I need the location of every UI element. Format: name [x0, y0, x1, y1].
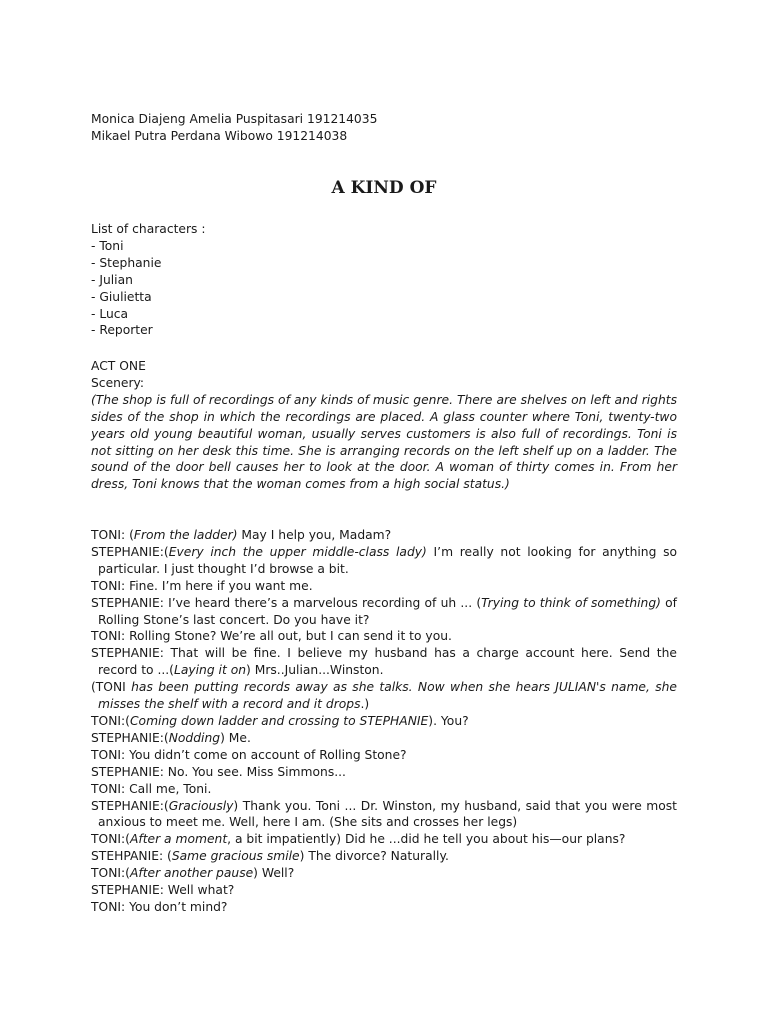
- dialogue-text: of Rolling Stone’s last concert. Do you have it?: [98, 595, 677, 627]
- character-item: - Giulietta: [91, 289, 152, 304]
- dialogue-speaker-text: (TONI: [91, 680, 132, 695]
- stage-direction: After a moment: [129, 832, 228, 847]
- stage-direction: Graciously: [168, 798, 234, 813]
- dialogue-text: ). You?: [428, 713, 469, 728]
- dialogue-line: [91, 713, 677, 730]
- stage-direction: After another pause: [129, 866, 254, 881]
- stage-direction: Every inch the upper middle-class lady): [168, 544, 427, 559]
- dialogue-speaker-text: STEPHANIE:(: [91, 544, 169, 559]
- dialogue-line: [91, 628, 677, 645]
- author-block: [91, 111, 377, 145]
- dialogue-line: [91, 899, 677, 916]
- dialogue-line: [91, 747, 677, 764]
- dialogue-speaker-text: STEPHANIE:(: [91, 730, 169, 745]
- dialogue-line: [91, 730, 677, 747]
- dialogue-text: ) The divorce? Naturally.: [299, 849, 449, 864]
- scenery-heading: Scenery:: [91, 375, 145, 390]
- dialogue-line: [91, 798, 677, 832]
- stage-direction: Same gracious smile: [171, 849, 300, 864]
- dialogue-text: , a bit impatiently) Did he ...did he tell you about his—our plans?: [227, 832, 626, 847]
- dialogue-line: [91, 882, 677, 899]
- character-list: [91, 221, 206, 339]
- play-title: A KIND OF: [331, 178, 437, 198]
- character-item: - Reporter: [91, 323, 153, 338]
- character-item: - Toni: [91, 238, 124, 253]
- stage-direction: Trying to think of something): [481, 595, 661, 610]
- dialogue-speaker-text: STEPHANIE:(: [91, 798, 169, 813]
- dialogue-line: [91, 645, 677, 679]
- character-item: - Luca: [91, 306, 129, 321]
- dialogue-speaker-text: TONI:(: [91, 713, 130, 728]
- dialogue-block: [91, 527, 677, 916]
- act-section: [91, 358, 677, 493]
- dialogue-text: I’m really not looking for anything so particular. I just thought I’d browse a bit.: [98, 544, 678, 576]
- dialogue-text: .): [360, 697, 370, 712]
- dialogue-line: [91, 764, 677, 781]
- dialogue-text: May I help you, Madam?: [237, 528, 392, 542]
- dialogue-line: [91, 679, 677, 713]
- dialogue-speaker-text: STEHPANIE: (: [91, 849, 172, 864]
- dialogue-text: ) Thank you. Toni ... Dr. Winston, my husband, said that you were most anxious to meet me. Well, here I am. (She sits and crosses her legs): [98, 798, 677, 830]
- character-list-heading: List of characters :: [91, 222, 206, 236]
- scenery-description: (The shop is full of recordings of any kinds of music genre. There are shelves on left and rights sides of the shop in which the recordings are placed. A glass counter where Toni, twenty-two years old young beautiful woman, usually serves customers is also full of recordings. Toni is not sitting on her desk this time. She is arranging records on the left shelf up on a ladder. The sound of the door bell causes her to look at the door. A woman of thirty comes in. From her dress, Toni knows that the woman comes from a high social status.): [91, 392, 677, 492]
- stage-direction: From the ladder): [133, 528, 238, 542]
- dialogue-line: [91, 848, 677, 865]
- author-line: Monica Diajeng Amelia Puspitasari 191214035: [91, 112, 378, 126]
- dialogue-line: [91, 527, 677, 544]
- author-line: Mikael Putra Perdana Wibowo 191214038: [91, 129, 348, 143]
- dialogue-line: [91, 595, 677, 629]
- dialogue-speaker-text: TONI: You don’t mind?: [91, 899, 228, 914]
- character-item: - Stephanie: [91, 255, 162, 270]
- dialogue-line: [91, 544, 677, 578]
- dialogue-speaker-text: STEPHANIE: No. You see. Miss Simmons...: [91, 764, 346, 779]
- dialogue-line: [91, 831, 677, 848]
- dialogue-line: [91, 578, 677, 595]
- stage-direction: Nodding: [168, 730, 221, 745]
- dialogue-speaker-text: STEPHANIE: I’ve heard there’s a marvelous recording of uh ... (: [91, 595, 482, 610]
- dialogue-text: ) Mrs..Julian...Winston.: [246, 663, 384, 678]
- dialogue-speaker-text: STEPHANIE: Well what?: [91, 883, 235, 898]
- dialogue-line: [91, 865, 677, 882]
- character-item: - Julian: [91, 272, 133, 287]
- dialogue-speaker-text: TONI: Call me, Toni.: [91, 781, 212, 796]
- dialogue-speaker-text: TONI: You didn’t come on account of Rolling Stone?: [91, 747, 407, 762]
- dialogue-speaker-text: TONI:(: [91, 832, 130, 847]
- dialogue-line: [91, 781, 677, 798]
- dialogue-speaker-text: TONI: (: [91, 528, 134, 542]
- stage-direction: Laying it on: [173, 663, 247, 678]
- act-heading: ACT ONE: [91, 359, 146, 373]
- stage-direction: Coming down ladder and crossing to STEPHANIE: [129, 713, 429, 728]
- dialogue-speaker-text: TONI: Fine. I’m here if you want me.: [91, 578, 313, 593]
- dialogue-text: ) Well?: [253, 866, 295, 881]
- dialogue-speaker-text: TONI: Rolling Stone? We’re all out, but I can send it to you.: [91, 629, 452, 644]
- stage-direction: has been putting records away as she talks. Now when she hears JULIAN's name, she misses the shelf with a record and it drops: [98, 680, 677, 712]
- dialogue-text: ) Me.: [220, 730, 251, 745]
- dialogue-speaker-text: TONI:(: [91, 866, 130, 881]
- dialogue-speaker-text: STEPHANIE: That will be fine. I believe my husband has a charge account here. Send the record to ...(: [91, 646, 677, 678]
